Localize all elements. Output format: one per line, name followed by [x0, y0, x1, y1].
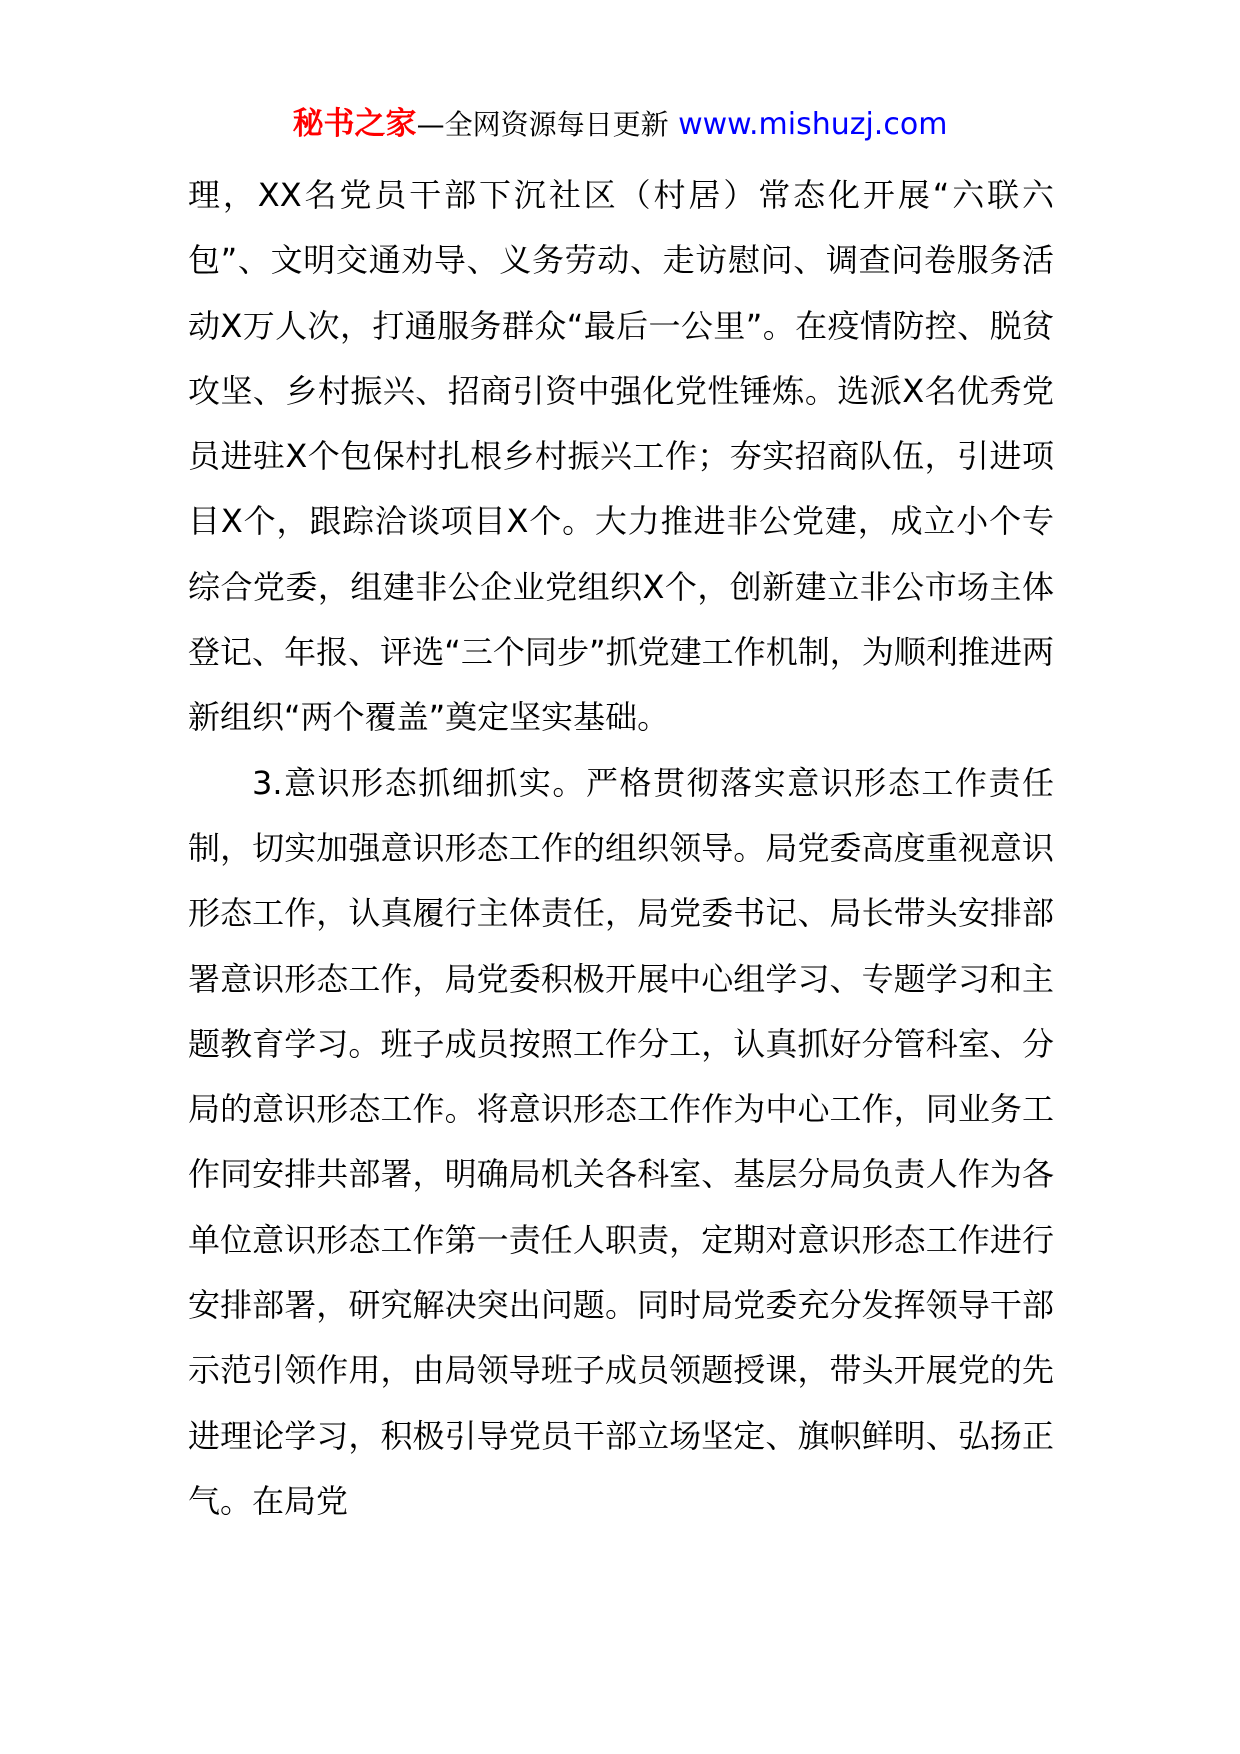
site-url[interactable]: www.mishuzj.com [668, 107, 948, 142]
brand-name: 秘书之家 [292, 106, 417, 142]
header-tagline: —全网资源每日更新 [416, 108, 669, 141]
paragraph-continuation: 理，XX名党员干部下沉社区（村居）常态化开展“六联六包”、文明交通劝导、义务劳动、走访慰问、调查问卷服务活动X万人次，打通服务群众“最后一公里”。在疫情防控、脱贫攻坚、乡村振兴、招商引资中强化党性锤炼。选派X名优秀党员进驻X个包保村扎根乡村振兴工作；夯实招商队伍，引进项目X个，跟踪洽谈项目X个。大力推进非公党建，成立小个专综合党委，组建非公企业党组织X个，创新建立非公市场主体登记、年报、评选“三个同步”抓党建工作机制，为顺利推进两新组织“两个覆盖”奠定坚实基础。 [188, 176, 1054, 737]
paragraph-ideology-section: 3.意识形态抓细抓实。严格贯彻落实意识形态工作责任制，切实加强意识形态工作的组织领导。局党委高度重视意识形态工作，认真履行主体责任，局党委书记、局长带头安排部署意识形态工作，局党委积极开展中心组学习、专题学习和主题教育学习。班子成员按照工作分工，认真抓好分管科室、分局的意识形态工作。将意识形态工作作为中心工作，同业务工作同安排共部署，明确局机关各科室、基层分局负责人作为各单位意识形态工作第一责任人职责，定期对意识形态工作进行安排部署，研究解决突出问题。同时局党委充分发挥领导干部示范引领作用，由局领导班子成员领题授课，带头开展党的先进理论学习，积极引导党员干部立场坚定、旗帜鲜明、弘扬正气。在局党 [188, 763, 1054, 1520]
document-body [188, 163, 1054, 1534]
page-header [0, 100, 1240, 153]
